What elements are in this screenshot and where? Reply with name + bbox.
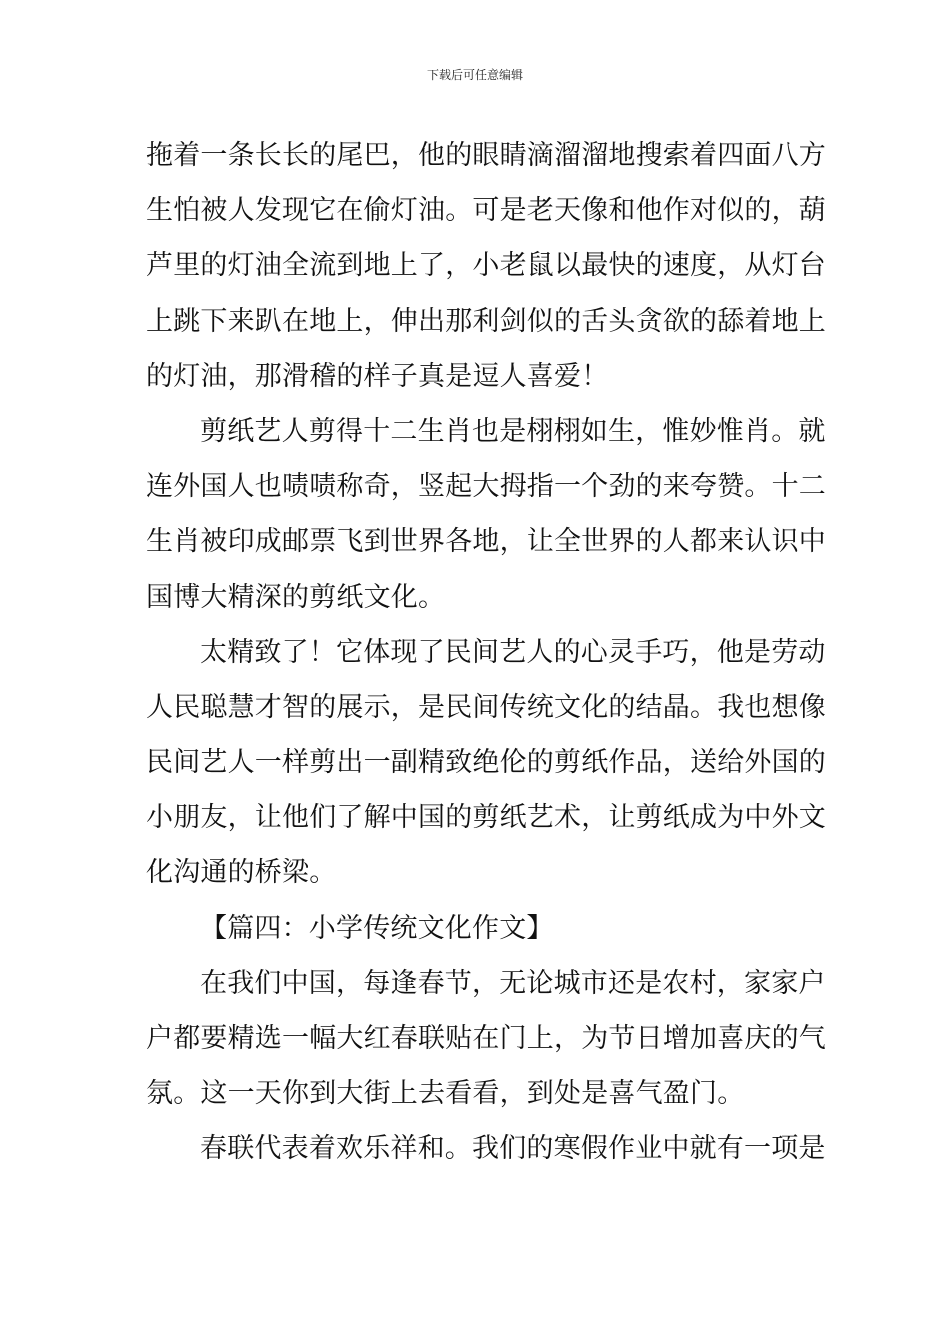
text-line: 连外国人也啧啧称奇，竖起大拇指一个劲的来夸赞。十二 (146, 471, 826, 503)
text-line: 芦里的灯油全流到地上了，小老鼠以最快的速度，从灯台 (146, 250, 826, 282)
page-header: 下载后可任意编辑 (426, 68, 523, 82)
text-line: 民间艺人一样剪出一副精致绝伦的剪纸作品，送给外国的 (146, 747, 826, 779)
text-line: 户都要精选一幅大红春联贴在门上，为节日增加喜庆的气 (146, 1023, 826, 1054)
text-line: 【篇四：小学传统文化作文】 (200, 912, 554, 944)
text-line: 生怕被人发现它在偷灯油。可是老天像和他作对似的，葫 (146, 195, 826, 227)
text-line: 氛。这一天你到大街上去看看，到处是喜气盈门。 (146, 1078, 745, 1110)
text-line: 太精致了！它体现了民间艺人的心灵手巧，他是劳动 (200, 636, 826, 668)
text-line: 国博大精深的剪纸文化。 (146, 581, 446, 613)
text-line: 在我们中国，每逢春节，无论城市还是农村，家家户 (200, 967, 826, 999)
text-line: 上跳下来趴在地上，伸出那利剑似的舌头贪欲的舔着地上 (146, 305, 826, 337)
text-line: 生肖被印成邮票飞到世界各地，让全世界的人都来认识中 (146, 526, 826, 558)
text-line: 化沟通的桥梁。 (146, 857, 337, 889)
text-line: 剪纸艺人剪得十二生肖也是栩栩如生，惟妙惟肖。就 (200, 415, 826, 447)
text-line: 春联代表着欢乐祥和。我们的寒假作业中就有一项是 (200, 1133, 826, 1165)
text-line: 的灯油，那滑稽的样子真是逗人喜爱！ (146, 360, 609, 392)
text-line: 拖着一条长长的尾巴，他的眼睛滴溜溜地搜索着四面八方 (146, 140, 826, 171)
document-body (146, 128, 826, 1177)
text-line: 人民聪慧才智的展示，是民间传统文化的结晶。我也想像 (146, 691, 826, 723)
text-line: 小朋友，让他们了解中国的剪纸艺术，让剪纸成为中外文 (146, 802, 826, 834)
